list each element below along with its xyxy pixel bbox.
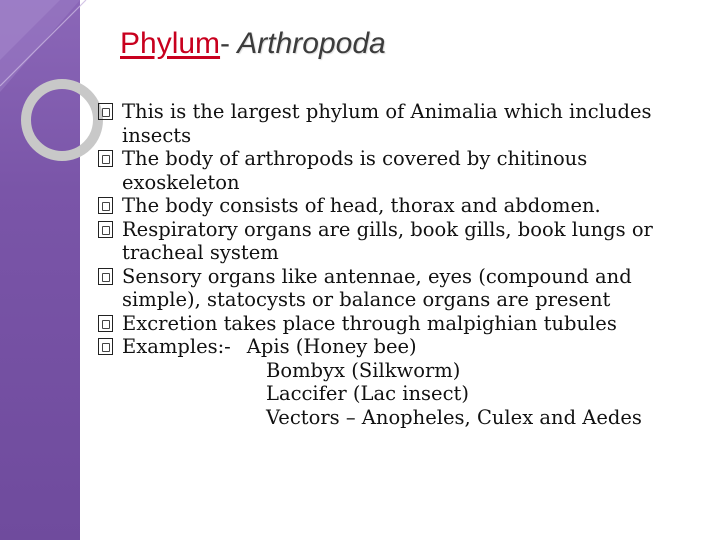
examples-label: Examples:- <box>122 335 231 358</box>
bullet-box-icon <box>98 268 113 285</box>
example-item: Vectors – Anopheles, Culex and Aedes <box>266 405 642 429</box>
bullet-box-icon <box>98 315 113 332</box>
bullet-text: Respiratory organs are gills, book gills, book lungs or tracheal system <box>122 217 653 264</box>
bullet-text: The body of arthropods is covered by chitinous exoskeleton <box>122 147 588 194</box>
title-dash: - <box>220 27 231 60</box>
bullet-list <box>98 100 710 429</box>
title-phylum-name: Arthropoda <box>230 27 386 60</box>
bullet-item <box>98 100 710 147</box>
bullet-box-icon <box>98 221 113 238</box>
bullet-item <box>98 147 710 194</box>
bullet-text: Sensory organs like antennae, eyes (compound and simple), statocysts or balance organs are present <box>122 264 632 311</box>
example-item: Bombyx (Silkworm) <box>266 358 461 382</box>
bullet-box-icon <box>98 103 113 120</box>
bullet-item <box>98 194 710 218</box>
examples-item <box>98 335 710 429</box>
example-first: Apis (Honey bee) <box>246 335 417 358</box>
bullet-text: This is the largest phylum of Animalia which includes insects <box>122 100 652 147</box>
bullet-item <box>98 312 710 336</box>
bullet-text: Excretion takes place through malpighian tubules <box>122 311 617 335</box>
examples-row <box>122 335 710 359</box>
title-phylum: Phylum <box>120 27 221 60</box>
grey-ring-shape <box>26 84 98 156</box>
bullet-box-icon <box>98 197 113 214</box>
bullet-box-icon <box>98 150 113 167</box>
bullet-box-icon <box>98 338 113 355</box>
bullet-text: The body consists of head, thorax and abdomen. <box>122 194 601 217</box>
bullet-item <box>98 265 710 312</box>
bullet-item <box>98 218 710 265</box>
slide-title <box>120 24 386 64</box>
example-item: Laccifer (Lac insect) <box>266 382 469 405</box>
